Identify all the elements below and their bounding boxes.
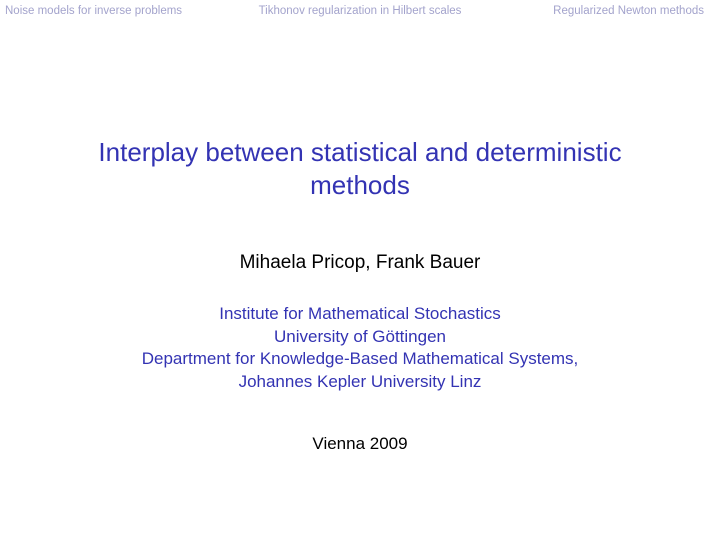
affiliation-line: Johannes Kepler University Linz [238, 371, 482, 391]
nav-section-noise-models[interactable]: Noise models for inverse problems [5, 5, 183, 17]
title-line-2: methods [310, 170, 410, 200]
affiliations [0, 303, 720, 393]
nav-section-newton-methods[interactable]: Regularized Newton methods [553, 5, 704, 17]
affiliation-line: University of Göttingen [274, 326, 446, 346]
presentation-title [40, 136, 680, 202]
affiliation-line: Department for Knowledge-Based Mathematical Systems, [141, 349, 579, 368]
title-line-1: Interplay between statistical and deterministic [98, 137, 622, 167]
affiliation-line: Institute for Mathematical Stochastics [219, 304, 501, 323]
authors: Mihaela Pricop, Frank Bauer [239, 252, 481, 273]
presentation-date: Vienna 2009 [312, 434, 408, 453]
section-navigation [0, 0, 720, 24]
nav-section-tikhonov[interactable]: Tikhonov regularization in Hilbert scales [258, 5, 462, 17]
